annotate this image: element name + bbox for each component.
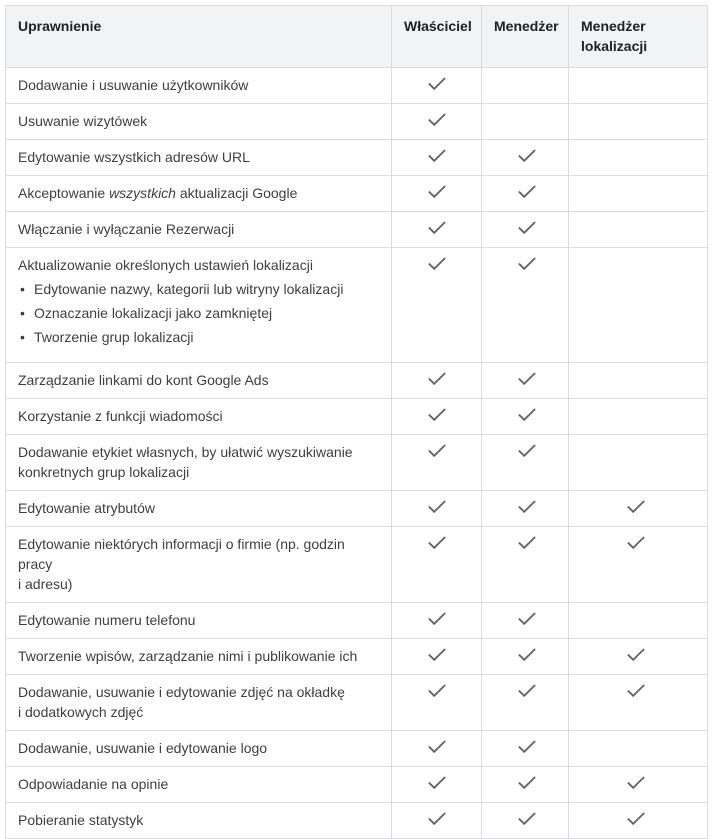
check-icon [428,648,469,662]
access-cell-owner [392,104,482,140]
access-cell-location-manager [569,639,708,675]
permission-label: Usuwanie wizytówek [18,113,148,129]
check-icon [518,221,556,235]
permission-label: aktualizacji Google [175,185,298,201]
check-icon [518,612,556,626]
check-icon [518,185,556,199]
table-row [6,140,708,176]
table-row [6,527,708,603]
table-row [6,767,708,803]
table-row [6,731,708,767]
permission-cell [6,731,392,767]
permission-cell [6,140,392,176]
check-icon [428,372,469,386]
table-row [6,803,708,839]
permission-label: Pobieranie statystyk [18,812,144,828]
access-cell-location-manager [569,104,708,140]
check-icon [428,740,469,754]
permission-label: Edytowanie wszystkich adresów URL [18,149,250,165]
check-icon [518,372,556,386]
access-cell-manager [482,731,569,767]
check-icon [428,185,469,199]
access-cell-manager [482,176,569,212]
access-cell-manager [482,803,569,839]
permission-cell [6,104,392,140]
access-cell-manager [482,363,569,399]
access-cell-owner [392,248,482,363]
table-header [6,6,708,68]
access-cell-owner [392,363,482,399]
check-icon [428,77,469,91]
check-icon [518,684,556,698]
access-cell-owner [392,803,482,839]
table-row [6,212,708,248]
table-row [6,639,708,675]
header-permission: Uprawnienie [6,6,392,68]
sub-permission-item: • Oznaczanie lokalizacji jako zamkniętej [18,303,379,323]
header-owner: Właściciel [392,6,482,68]
access-cell-owner [392,140,482,176]
permissions-table [5,5,708,839]
check-icon [428,500,469,514]
check-icon [518,500,556,514]
permission-label: Zarządzanie linkami do kont Google Ads [18,372,269,388]
access-cell-owner [392,212,482,248]
access-cell-manager [482,603,569,639]
access-cell-location-manager [569,176,708,212]
permission-label: Dodawanie, usuwanie i edytowanie logo [18,740,268,756]
access-cell-location-manager [569,248,708,363]
check-icon [428,612,469,626]
permission-label: Korzystanie z funkcji wiadomości [18,408,223,424]
access-cell-location-manager [569,603,708,639]
access-cell-owner [392,731,482,767]
check-icon [627,536,695,550]
access-cell-location-manager [569,68,708,104]
access-cell-location-manager [569,491,708,527]
permission-cell [6,603,392,639]
access-cell-manager [482,491,569,527]
access-cell-location-manager [569,527,708,603]
check-icon [518,648,556,662]
header-location-manager: Menedżer lokalizacji [569,6,708,68]
access-cell-owner [392,767,482,803]
access-cell-manager [482,140,569,176]
access-cell-location-manager [569,363,708,399]
permission-cell [6,363,392,399]
check-icon [428,408,469,422]
access-cell-owner [392,675,482,731]
table-body [6,68,708,839]
permission-cell [6,767,392,803]
permission-cell [6,803,392,839]
table-row [6,435,708,491]
table-row [6,603,708,639]
check-icon [428,113,469,127]
permission-label-line: Edytowanie niektórych informacji o firmie (np. godzin pracy [18,536,345,572]
check-icon [627,812,695,826]
permission-cell [6,212,392,248]
check-icon [428,776,469,790]
check-icon [428,444,469,458]
access-cell-manager [482,104,569,140]
access-cell-location-manager [569,767,708,803]
table-row [6,363,708,399]
table-row [6,176,708,212]
access-cell-manager [482,435,569,491]
access-cell-manager [482,399,569,435]
check-icon [428,221,469,235]
access-cell-manager [482,248,569,363]
check-icon [627,776,695,790]
access-cell-manager [482,212,569,248]
check-icon [518,776,556,790]
access-cell-location-manager [569,140,708,176]
check-icon [518,149,556,163]
header-row [6,6,708,68]
access-cell-owner [392,527,482,603]
permission-label: Włączanie i wyłączanie Rezerwacji [18,221,235,237]
access-cell-owner [392,435,482,491]
access-cell-owner [392,639,482,675]
access-cell-owner [392,68,482,104]
access-cell-location-manager [569,803,708,839]
permission-label: Dodawanie etykiet własnych, by ułatwić wyszukiwanie konkretnych grup lokalizacji [18,444,353,480]
permission-label: Dodawanie i usuwanie użytkowników [18,77,249,93]
permission-cell [6,68,392,104]
permission-label: Tworzenie wpisów, zarządzanie nimi i publikowanie ich [18,648,358,664]
access-cell-manager [482,675,569,731]
sub-permission-list [18,279,379,347]
check-icon [627,648,695,662]
permission-cell [6,435,392,491]
table-row [6,248,708,363]
access-cell-manager [482,767,569,803]
check-icon [518,408,556,422]
check-icon [428,536,469,550]
check-icon [428,149,469,163]
permission-label: Aktualizowanie określonych ustawień lokalizacji [18,257,313,273]
permission-cell [6,527,392,603]
permission-label-line: i adresu) [18,576,73,592]
permission-label-line: Dodawanie, usuwanie i edytowanie zdjęć na okładkę [18,684,345,700]
access-cell-owner [392,603,482,639]
header-manager: Menedżer [482,6,569,68]
access-cell-location-manager [569,212,708,248]
check-icon [428,684,469,698]
table-row [6,675,708,731]
check-icon [518,444,556,458]
access-cell-location-manager [569,731,708,767]
access-cell-owner [392,491,482,527]
access-cell-manager [482,68,569,104]
permission-cell [6,248,392,363]
check-icon [428,257,469,271]
table-row [6,399,708,435]
access-cell-owner [392,399,482,435]
check-icon [518,536,556,550]
permission-cell [6,675,392,731]
access-cell-location-manager [569,399,708,435]
sub-permission-item: • Edytowanie nazwy, kategorii lub witryny lokalizacji [18,279,379,299]
permission-label: Edytowanie numeru telefonu [18,612,196,628]
check-icon [518,740,556,754]
table-row [6,68,708,104]
access-cell-owner [392,176,482,212]
permission-label: Akceptowanie [18,185,110,201]
check-icon [627,500,695,514]
sub-permission-item: • Tworzenie grup lokalizacji [18,327,379,347]
table-row [6,491,708,527]
access-cell-manager [482,639,569,675]
permission-cell [6,639,392,675]
access-cell-location-manager [569,675,708,731]
permission-cell [6,176,392,212]
permission-label-line: i dodatkowych zdjęć [18,704,144,720]
check-icon [518,257,556,271]
permission-label: Odpowiadanie na opinie [18,776,169,792]
access-cell-manager [482,527,569,603]
permission-label-emphasis: wszystkich [109,185,176,201]
access-cell-location-manager [569,435,708,491]
permission-cell [6,491,392,527]
table-row [6,104,708,140]
check-icon [428,812,469,826]
check-icon [627,684,695,698]
permission-label: Edytowanie atrybutów [18,500,155,516]
check-icon [518,812,556,826]
permission-cell [6,399,392,435]
